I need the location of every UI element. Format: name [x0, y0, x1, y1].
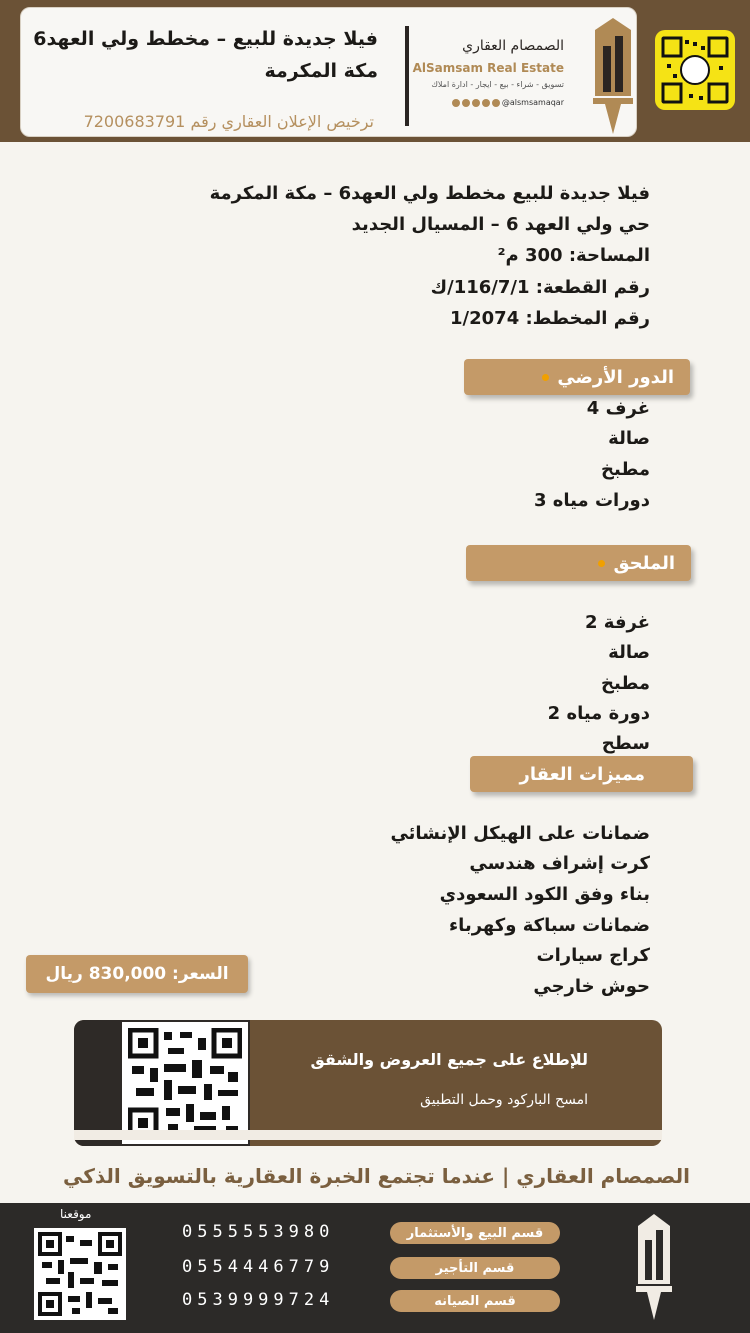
social-icon — [452, 99, 460, 107]
header-divider — [405, 26, 409, 126]
price-tag — [26, 955, 248, 993]
feature-item: كرت إشراف هندسي — [469, 853, 650, 874]
list-item: صالة — [608, 642, 650, 663]
bullet-icon — [542, 374, 549, 381]
rental-phone-link[interactable]: 0554446779 — [182, 1257, 335, 1277]
location-label: موقعنا — [60, 1207, 92, 1221]
snapcode-qr-icon[interactable] — [655, 30, 735, 110]
rental-department-label: قسم التأجير — [390, 1257, 560, 1279]
license-number: ترخيص الإعلان العقاري رقم 7200683791 — [83, 112, 374, 131]
list-item: مطبخ — [601, 459, 650, 480]
logo-arabic-name: الصمصام العقاري — [462, 38, 564, 54]
features-title: مميزات العقار — [519, 763, 645, 785]
list-item: دورات مياه 3 — [534, 490, 650, 511]
sales-department-label: قسم البيع والأستثمار — [390, 1222, 560, 1244]
footer-tower-logo-icon — [636, 1212, 672, 1322]
detail-plot-number: رقم القطعة: 116/7/1/ك — [430, 277, 650, 298]
features-tab — [470, 756, 693, 792]
feature-item: ضمانات على الهيكل الإنشائي — [390, 823, 650, 844]
list-item: سطح — [601, 733, 650, 754]
list-item: دورة مياه 2 — [547, 703, 650, 724]
list-item: مطبخ — [601, 673, 650, 694]
social-icon — [492, 99, 500, 107]
tower-sword-logo-icon — [591, 16, 635, 136]
maintenance-department-label: قسم الصيانه — [390, 1290, 560, 1312]
list-item: صالة — [608, 428, 650, 449]
social-handle: @alsmsamaqar — [501, 98, 564, 107]
price-value: السعر: 830,000 ريال — [45, 964, 229, 984]
social-icon — [462, 99, 470, 107]
brand-tagline: الصمصام العقاري | عندما تجتمع الخبرة العقارية بالتسويق الذكي — [62, 1164, 690, 1188]
header-title-line2: مكة المكرمة — [264, 60, 378, 82]
feature-item: ضمانات سباكة وكهرباء — [448, 915, 650, 936]
feature-item: حوش خارجي — [533, 976, 650, 997]
ground-floor-title: الدور الأرضي — [557, 366, 674, 388]
feature-item: كراج سيارات — [536, 945, 650, 966]
social-handles[interactable] — [452, 98, 564, 107]
detail-area: المساحة: 300 م² — [497, 245, 650, 266]
maintenance-phone-link[interactable]: 0539999724 — [182, 1290, 335, 1310]
header-card — [20, 7, 637, 137]
annex-tab — [466, 545, 691, 581]
banner-headline: للإطلاع على جميع العروض والشقق — [310, 1050, 588, 1069]
detail-line1: فيلا جديدة للبيع مخطط ولي العهد6 – مكة المكرمة — [209, 183, 650, 204]
annex-title: الملحق — [613, 552, 675, 574]
app-qr-code-icon[interactable] — [122, 1022, 248, 1144]
social-icon — [472, 99, 480, 107]
header-title-line1: فيلا جديدة للبيع – مخطط ولي العهد6 — [33, 28, 378, 50]
location-qr-code-icon[interactable] — [34, 1228, 126, 1320]
sales-phone-link[interactable]: 0555553980 — [182, 1222, 335, 1242]
banner-strip — [74, 1130, 662, 1140]
list-item: غرف 4 — [586, 398, 650, 419]
social-icon — [482, 99, 490, 107]
banner-subtext: امسح الباركود وحمل التطبيق — [420, 1092, 588, 1108]
ground-floor-tab — [464, 359, 690, 395]
list-item: غرفة 2 — [585, 612, 650, 633]
logo-tagline: تسويق - شراء - بيع - ايجار - ادارة املاك — [431, 80, 564, 89]
bullet-icon — [598, 560, 605, 567]
logo-english-name: AlSamsam Real Estate — [412, 61, 564, 75]
detail-plan-number: رقم المخطط: 1/2074 — [450, 308, 650, 329]
feature-item: بناء وفق الكود السعودي — [439, 884, 650, 905]
detail-district: حي ولي العهد 6 – المسيال الجديد — [351, 214, 650, 235]
